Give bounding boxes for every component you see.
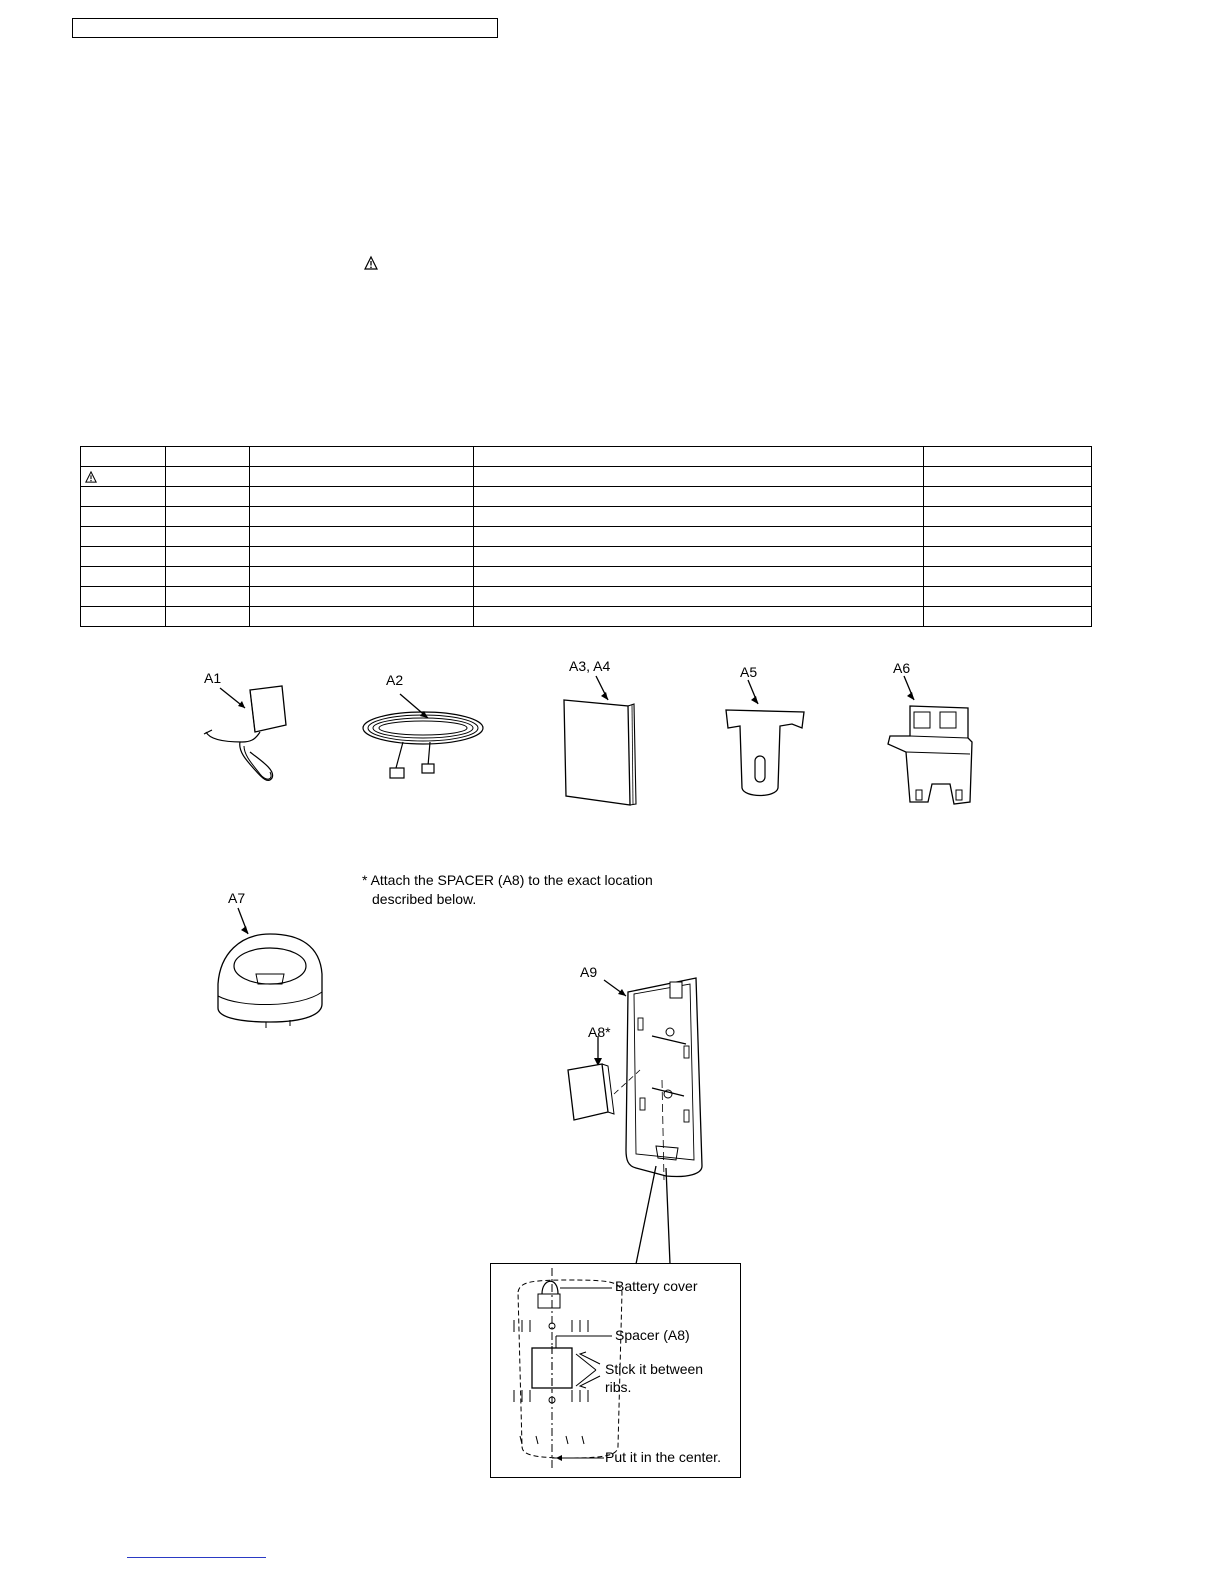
battery-cover-illustration bbox=[556, 970, 736, 1270]
label-a1: A1 bbox=[204, 670, 222, 686]
callout-battery-cover: Battery cover bbox=[615, 1278, 698, 1294]
table-row bbox=[81, 607, 1092, 627]
operating-instructions-illustration bbox=[556, 670, 646, 810]
label-a5: A5 bbox=[740, 664, 758, 680]
table-row bbox=[81, 587, 1092, 607]
footer-link[interactable] bbox=[127, 1557, 266, 1558]
table-row bbox=[81, 467, 1092, 487]
table-row bbox=[81, 507, 1092, 527]
belt-clip-illustration bbox=[720, 676, 810, 806]
header-frame bbox=[72, 18, 498, 38]
spacer-note-line2: described below. bbox=[372, 891, 477, 907]
ac-adaptor-illustration bbox=[200, 680, 300, 790]
spacer-note-line1: * Attach the SPACER (A8) to the exact location bbox=[362, 872, 653, 888]
label-a3-a4: A3, A4 bbox=[569, 658, 611, 674]
label-a2: A2 bbox=[386, 672, 404, 688]
callout-center: Put it in the center. bbox=[605, 1449, 721, 1465]
callout-stick-line1: Stick it between bbox=[605, 1361, 704, 1377]
warning-triangle-icon bbox=[364, 256, 378, 270]
wall-mounting-adaptor-illustration bbox=[880, 672, 980, 812]
label-a8: A8* bbox=[588, 1024, 611, 1040]
charger-illustration bbox=[210, 904, 330, 1034]
callout-stick-line2: ribs. bbox=[605, 1379, 632, 1395]
label-a7: A7 bbox=[228, 890, 246, 906]
table-row bbox=[81, 447, 1092, 467]
table-row bbox=[81, 487, 1092, 507]
label-a6: A6 bbox=[893, 660, 911, 676]
label-a9: A9 bbox=[580, 964, 598, 980]
accessories-table bbox=[80, 446, 1092, 627]
table-row bbox=[81, 527, 1092, 547]
callout-spacer: Spacer (A8) bbox=[615, 1327, 690, 1343]
table-row bbox=[81, 547, 1092, 567]
table-row bbox=[81, 567, 1092, 587]
telephone-cord-illustration bbox=[358, 688, 488, 788]
warning-triangle-icon bbox=[85, 471, 97, 483]
